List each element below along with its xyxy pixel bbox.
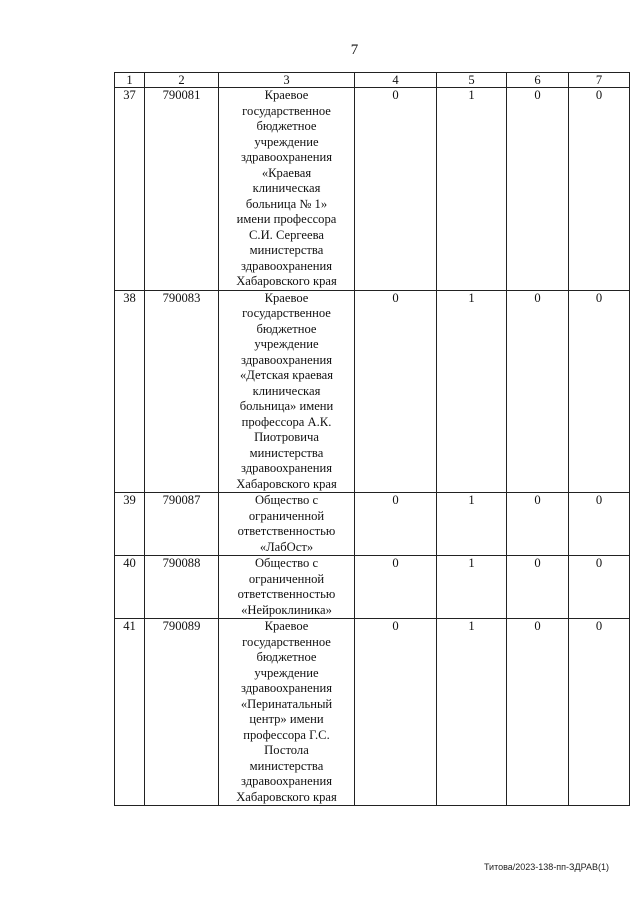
- column-header: 5: [437, 73, 507, 88]
- page-number: 7: [350, 42, 359, 58]
- row-code: 790087: [145, 493, 219, 556]
- row-organization-name: Краевое государственное бюджетное учреждение здравоохранения «Краевая клиническая больница № 1» имени профессора С.И. Сергеева министерства здравоохранения Хабаровского края: [219, 88, 355, 291]
- row-value-col6: 0: [507, 556, 569, 619]
- table-header-row: [115, 73, 630, 88]
- row-value-col7: 0: [569, 290, 630, 493]
- row-value-col5: 1: [437, 556, 507, 619]
- row-organization-name: Общество с ограниченной ответственностью «ЛабОст»: [219, 493, 355, 556]
- table-row: [115, 556, 630, 619]
- row-value-col6: 0: [507, 88, 569, 291]
- column-header: 3: [219, 73, 355, 88]
- table-row: [115, 619, 630, 806]
- row-number: 37: [115, 88, 145, 291]
- row-value-col4: 0: [355, 556, 437, 619]
- table-row: [115, 493, 630, 556]
- row-value-col5: 1: [437, 88, 507, 291]
- row-value-col7: 0: [569, 556, 630, 619]
- row-number: 41: [115, 619, 145, 806]
- table-row: [115, 290, 630, 493]
- column-header: 6: [507, 73, 569, 88]
- row-organization-name: Краевое государственное бюджетное учреждение здравоохранения «Перинатальный центр» имени профессора Г.С. Постола министерства здравоохранения Хабаровского края: [219, 619, 355, 806]
- row-value-col6: 0: [507, 290, 569, 493]
- row-value-col7: 0: [569, 619, 630, 806]
- row-value-col5: 1: [437, 493, 507, 556]
- row-number: 38: [115, 290, 145, 493]
- column-header: 4: [355, 73, 437, 88]
- row-organization-name: Общество с ограниченной ответственностью «Нейроклиника»: [219, 556, 355, 619]
- document-footer-code: Титова/2023-138-пп-ЗДРАВ(1): [483, 862, 609, 872]
- row-value-col7: 0: [569, 88, 630, 291]
- row-value-col6: 0: [507, 493, 569, 556]
- row-code: 790081: [145, 88, 219, 291]
- row-code: 790089: [145, 619, 219, 806]
- row-value-col4: 0: [355, 619, 437, 806]
- row-value-col4: 0: [355, 88, 437, 291]
- row-value-col7: 0: [569, 493, 630, 556]
- table-row: [115, 88, 630, 291]
- row-value-col5: 1: [437, 290, 507, 493]
- row-number: 39: [115, 493, 145, 556]
- row-number: 40: [115, 556, 145, 619]
- column-header: 7: [569, 73, 630, 88]
- row-value-col6: 0: [507, 619, 569, 806]
- row-value-col4: 0: [355, 290, 437, 493]
- column-header: 2: [145, 73, 219, 88]
- row-organization-name: Краевое государственное бюджетное учреждение здравоохранения «Детская краевая клиническая больница» имени профессора А.К. Пиотровича министерства здравоохранения Хабаровского края: [219, 290, 355, 493]
- data-table: [114, 72, 630, 806]
- column-header: 1: [115, 73, 145, 88]
- row-code: 790083: [145, 290, 219, 493]
- row-value-col4: 0: [355, 493, 437, 556]
- row-code: 790088: [145, 556, 219, 619]
- row-value-col5: 1: [437, 619, 507, 806]
